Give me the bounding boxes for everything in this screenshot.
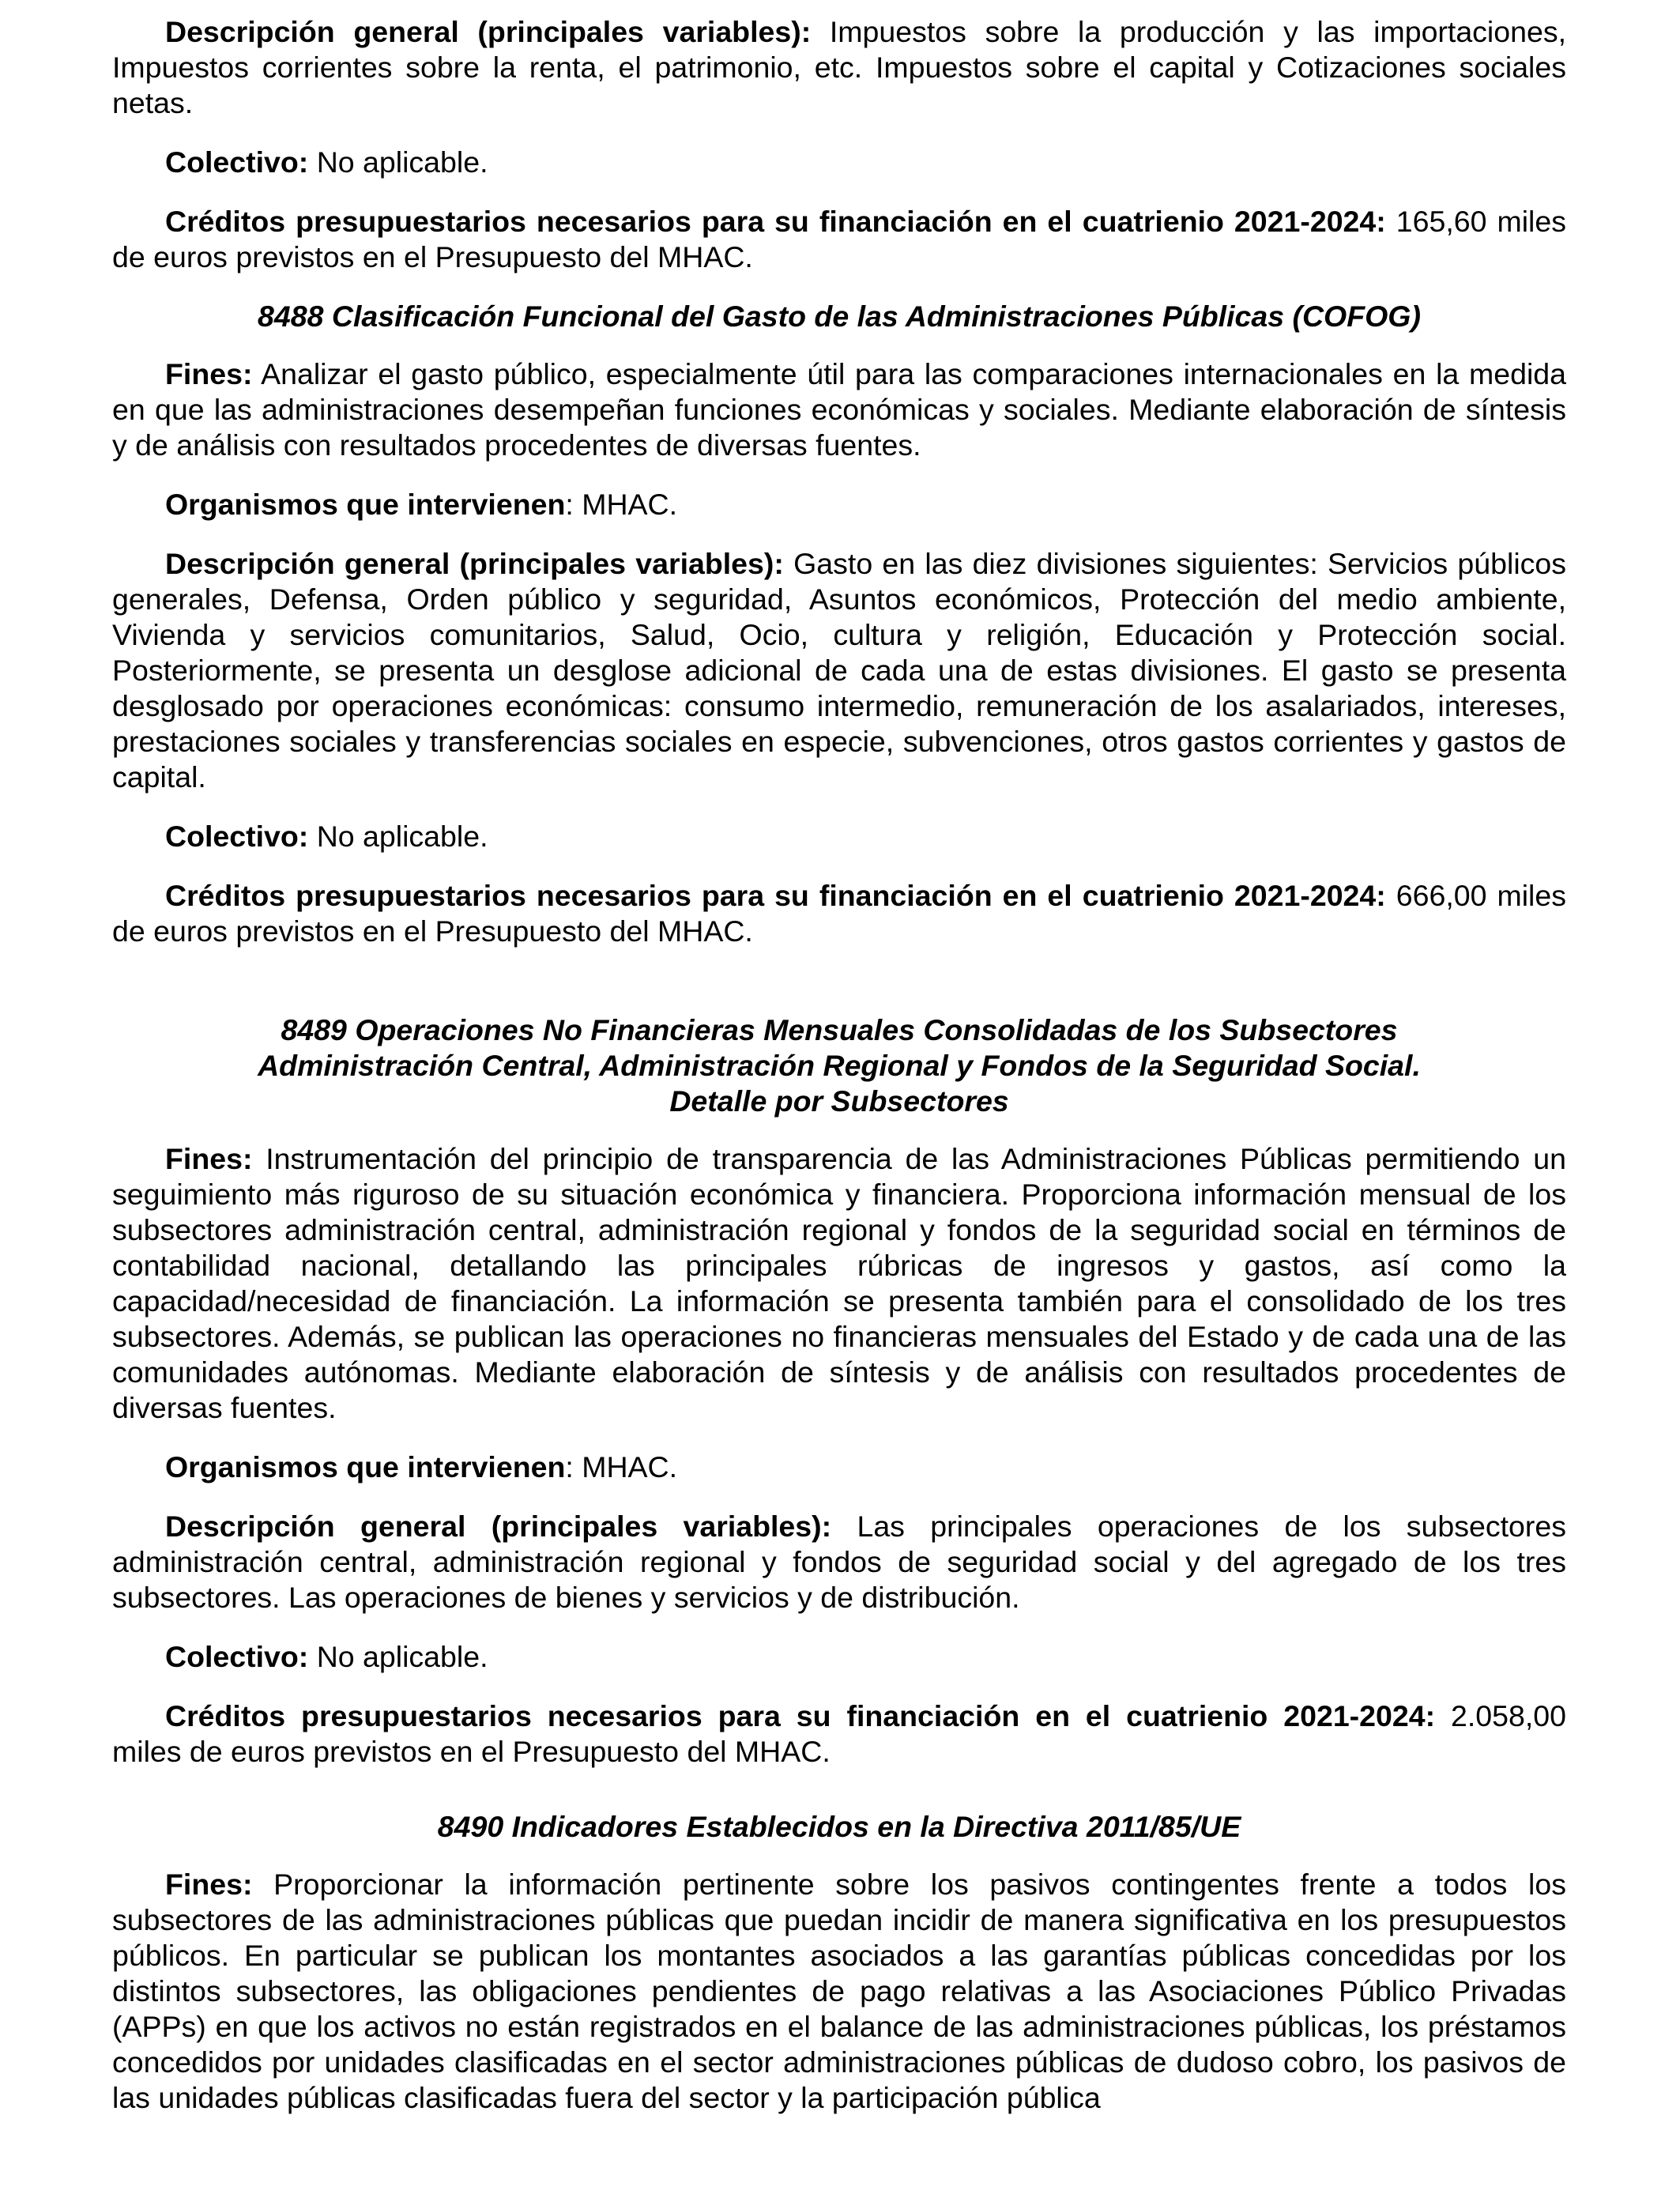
section-heading-line: 8488 Clasificación Funcional del Gasto de las Administraciones Públicas (COFOG)	[258, 300, 1421, 333]
section-8489	[112, 1012, 1566, 1770]
section-8490	[112, 1809, 1566, 2116]
paragraph-descripcion	[112, 14, 1566, 121]
paragraph-text: Gasto en las diez divisiones siguientes: Servicios públicos generales, Defensa, Orden público y seguridad, Asuntos económicos, Protección del medio ambiente, Vivienda y servicios comunitarios, Salud, Ocio, cultura y religión, Educación y Protección social. Posteriormente, se presenta un desglose adicional de cada una de estas divisiones. El gasto se presenta desglosado por operaciones económicas: consumo intermedio, remuneración de los asalariados, intereses, prestaciones sociales y transferencias sociales en especie, subvenciones, otros gastos corrientes y gastos de capital.	[112, 547, 1567, 794]
paragraph-label: Fines:	[165, 1868, 253, 1901]
paragraph-label: Organismos que intervienen	[165, 488, 566, 521]
paragraph-text: No aplicable.	[308, 145, 488, 179]
paragraph-organismos	[112, 487, 1566, 522]
paragraph-text: No aplicable.	[308, 820, 488, 853]
paragraph-label: Créditos presupuestarios necesarios para su financiación en el cuatrienio 2021-2024:	[165, 1699, 1436, 1732]
section-heading-line: 8489 Operaciones No Financieras Mensuales Consolidadas de los Subsectores	[281, 1013, 1398, 1046]
section-heading-line: Administración Central, Administración Regional y Fondos de la Seguridad Social.	[258, 1049, 1421, 1082]
paragraph-creditos	[112, 878, 1566, 949]
paragraph-text: 165,60 miles de euros previstos en el Presupuesto del MHAC.	[112, 205, 1566, 273]
paragraph-text: Proporcionar la información pertinente sobre los pasivos contingentes frente a todos los subsectores de las administraciones públicas que puedan incidir de manera significativa en los presupuestos públicos. En particular se publican los montantes asociados a las garantías públicas concedidas por los distintos subsectores, las obligaciones pendientes de pago relativas a las Asociaciones Público Privadas (APPs) en que los activos no están registrados en el balance de las administraciones públicas, los préstamos concedidos por unidades clasificadas en el sector administraciones públicas de dudoso cobro, los pasivos de las unidades públicas clasificadas fuera del sector y la participación pública	[112, 1868, 1566, 2114]
paragraph-label: Fines:	[165, 1142, 253, 1175]
paragraph-label: Descripción general (principales variables):	[165, 547, 784, 580]
section-heading	[112, 299, 1566, 334]
paragraph-label: Descripción general (principales variables):	[165, 1510, 832, 1543]
paragraph-descripcion	[112, 546, 1566, 795]
paragraph-fines	[112, 1141, 1566, 1426]
paragraph-fines	[112, 1867, 1566, 2116]
paragraph-text: : MHAC.	[565, 488, 678, 521]
paragraph-label: Colectivo:	[165, 1640, 309, 1673]
paragraph-colectivo	[112, 145, 1566, 180]
paragraph-text: Instrumentación del principio de transparencia de las Administraciones Públicas permitiendo un seguimiento más riguroso de su situación económica y financiera. Proporciona información mensual de los subsectores administración central, administración regional y fondos de la seguridad social en términos de contabilidad nacional, detallando las principales rúbricas de ingresos y gastos, así como la capacidad/necesidad de financiación. La información se presenta también para el consolidado de los tres subsectores. Además, se publican las operaciones no financieras mensuales del Estado y de cada una de las comunidades autónomas. Mediante elaboración de síntesis y de análisis con resultados procedentes de diversas fuentes.	[112, 1142, 1566, 1424]
paragraph-text: 2.058,00 miles de euros previstos en el Presupuesto del MHAC.	[112, 1699, 1566, 1768]
paragraph-text: Impuestos sobre la producción y las importaciones, Impuestos corrientes sobre la renta, el patrimonio, etc. Impuestos sobre el capital y Cotizaciones sociales netas.	[112, 15, 1567, 119]
paragraph-creditos	[112, 1698, 1566, 1770]
paragraph-label: Fines:	[165, 357, 253, 390]
section-8488	[112, 299, 1566, 949]
paragraph-label: Organismos que intervienen	[165, 1450, 566, 1483]
section-heading-line: 8490 Indicadores Establecidos en la Directiva 2011/85/UE	[437, 1810, 1241, 1843]
section-heading	[112, 1809, 1566, 1845]
document-page	[112, 14, 1566, 2139]
paragraph-label: Créditos presupuestarios necesarios para su financiación en el cuatrienio 2021-2024:	[165, 205, 1386, 238]
paragraph-label: Créditos presupuestarios necesarios para su financiación en el cuatrienio 2021-2024:	[165, 879, 1386, 912]
paragraph-text: : MHAC.	[565, 1450, 678, 1483]
paragraph-label: Colectivo:	[165, 145, 309, 179]
paragraph-creditos	[112, 204, 1566, 275]
paragraph-label: Colectivo:	[165, 820, 309, 853]
section-heading	[112, 1012, 1566, 1119]
paragraph-label: Descripción general (principales variables):	[165, 15, 812, 48]
paragraph-colectivo	[112, 1639, 1566, 1675]
paragraph-colectivo	[112, 819, 1566, 854]
section-prev	[112, 14, 1566, 275]
paragraph-text: Las principales operaciones de los subsectores administración central, administración regional y fondos de seguridad social y del agregado de los tres subsectores. Las operaciones de bienes y servicios y de distribución.	[112, 1510, 1566, 1614]
paragraph-descripcion	[112, 1509, 1566, 1615]
section-heading-line: Detalle por Subsectores	[669, 1084, 1009, 1118]
paragraph-text: 666,00 miles de euros previstos en el Presupuesto del MHAC.	[112, 879, 1566, 948]
paragraph-text: Analizar el gasto público, especialmente útil para las comparaciones internacionales en la medida en que las administraciones desempeñan funciones económicas y sociales. Mediante elaboración de síntesis y de análisis con resultados procedentes de diversas fuentes.	[112, 357, 1566, 462]
paragraph-fines	[112, 356, 1566, 463]
paragraph-organismos	[112, 1449, 1566, 1485]
paragraph-text: No aplicable.	[308, 1640, 488, 1673]
